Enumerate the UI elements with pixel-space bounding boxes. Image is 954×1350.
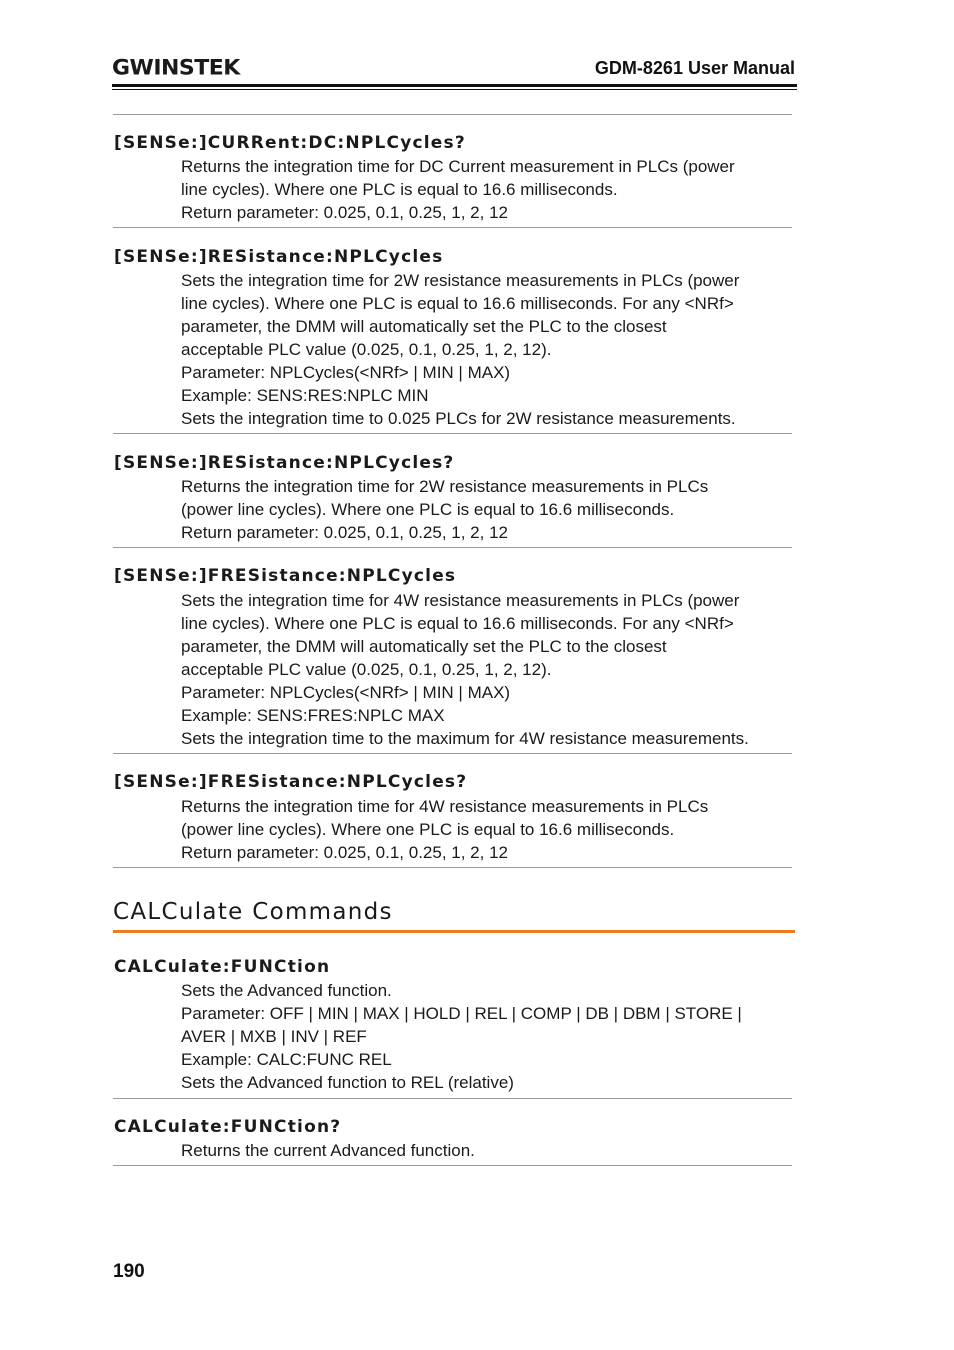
separator xyxy=(113,227,792,228)
description-line: line cycles). Where one PLC is equal to 16.6 milliseconds. xyxy=(181,180,618,199)
description-line: Return parameter: 0.025, 0.1, 0.25, 1, 2, 12 xyxy=(181,843,508,862)
description-line: Returns the integration time for 2W resistance measurements in PLCs xyxy=(181,477,709,496)
page-number: 190 xyxy=(113,1261,145,1282)
command-description xyxy=(181,269,739,430)
command-description xyxy=(181,589,749,750)
description-line: Example: SENS:FRES:NPLC MAX xyxy=(181,706,445,725)
description-line: Sets the Advanced function. xyxy=(181,981,392,1000)
description-line: AVER | MXB | INV | REF xyxy=(181,1027,367,1046)
description-line: Parameter: OFF | MIN | MAX | HOLD | REL | COMP | DB | DBM | STORE | xyxy=(181,1004,742,1023)
command-title: [SENSe:]CURRent:DC:NPLCycles? xyxy=(114,133,466,153)
description-line: (power line cycles). Where one PLC is equal to 16.6 milliseconds. xyxy=(181,500,675,519)
description-line: acceptable PLC value (0.025, 0.1, 0.25, 1, 2, 12). xyxy=(181,660,552,679)
description-line: Returns the current Advanced function. xyxy=(181,1141,475,1160)
description-line: Sets the integration time to 0.025 PLCs for 2W resistance measurements. xyxy=(181,409,736,428)
command-description xyxy=(181,1139,475,1162)
command-title: [SENSe:]RESistance:NPLCycles xyxy=(114,247,444,267)
separator xyxy=(113,547,792,548)
description-line: (power line cycles). Where one PLC is equal to 16.6 milliseconds. xyxy=(181,820,675,839)
command-title: [SENSe:]RESistance:NPLCycles? xyxy=(114,453,455,473)
separator xyxy=(113,1165,792,1166)
description-line: Parameter: NPLCycles(<NRf> | MIN | MAX) xyxy=(181,683,511,702)
separator xyxy=(113,1098,792,1099)
description-line: line cycles). Where one PLC is equal to 16.6 milliseconds. For any <NRf> xyxy=(181,614,734,633)
header-rule-thin xyxy=(112,89,797,90)
brand-logo: GWINSTEK xyxy=(112,56,240,81)
command-description xyxy=(181,155,735,224)
header-rule xyxy=(112,84,797,87)
command-title: [SENSe:]FRESistance:NPLCycles xyxy=(114,566,457,586)
command-title: CALCulate:FUNCtion xyxy=(114,957,331,977)
command-title: CALCulate:FUNCtion? xyxy=(114,1117,342,1137)
description-line: Example: SENS:RES:NPLC MIN xyxy=(181,386,429,405)
description-line: Sets the Advanced function to REL (relative) xyxy=(181,1073,514,1092)
section-heading: CALCulate Commands xyxy=(113,899,393,925)
separator xyxy=(113,433,792,434)
description-line: Parameter: NPLCycles(<NRf> | MIN | MAX) xyxy=(181,363,511,382)
separator xyxy=(113,753,792,754)
manual-title: GDM-8261 User Manual xyxy=(594,58,795,78)
description-line: parameter, the DMM will automatically set the PLC to the closest xyxy=(181,637,667,656)
description-line: Return parameter: 0.025, 0.1, 0.25, 1, 2, 12 xyxy=(181,523,508,542)
description-line: Sets the integration time to the maximum for 4W resistance measurements. xyxy=(181,729,749,748)
description-line: Returns the integration time for DC Current measurement in PLCs (power xyxy=(181,157,735,176)
command-description xyxy=(181,475,708,544)
description-line: parameter, the DMM will automatically set the PLC to the closest xyxy=(181,317,667,336)
section-rule xyxy=(113,930,795,933)
command-description xyxy=(181,795,708,864)
description-line: line cycles). Where one PLC is equal to 16.6 milliseconds. For any <NRf> xyxy=(181,294,734,313)
description-line: Sets the integration time for 4W resistance measurements in PLCs (power xyxy=(181,591,740,610)
description-line: acceptable PLC value (0.025, 0.1, 0.25, 1, 2, 12). xyxy=(181,340,552,359)
description-line: Return parameter: 0.025, 0.1, 0.25, 1, 2, 12 xyxy=(181,203,508,222)
description-line: Returns the integration time for 4W resistance measurements in PLCs xyxy=(181,797,709,816)
separator xyxy=(113,867,792,868)
command-description xyxy=(181,979,742,1094)
description-line: Example: CALC:FUNC REL xyxy=(181,1050,392,1069)
separator xyxy=(113,114,792,115)
description-line: Sets the integration time for 2W resistance measurements in PLCs (power xyxy=(181,271,740,290)
command-title: [SENSe:]FRESistance:NPLCycles? xyxy=(114,772,468,792)
